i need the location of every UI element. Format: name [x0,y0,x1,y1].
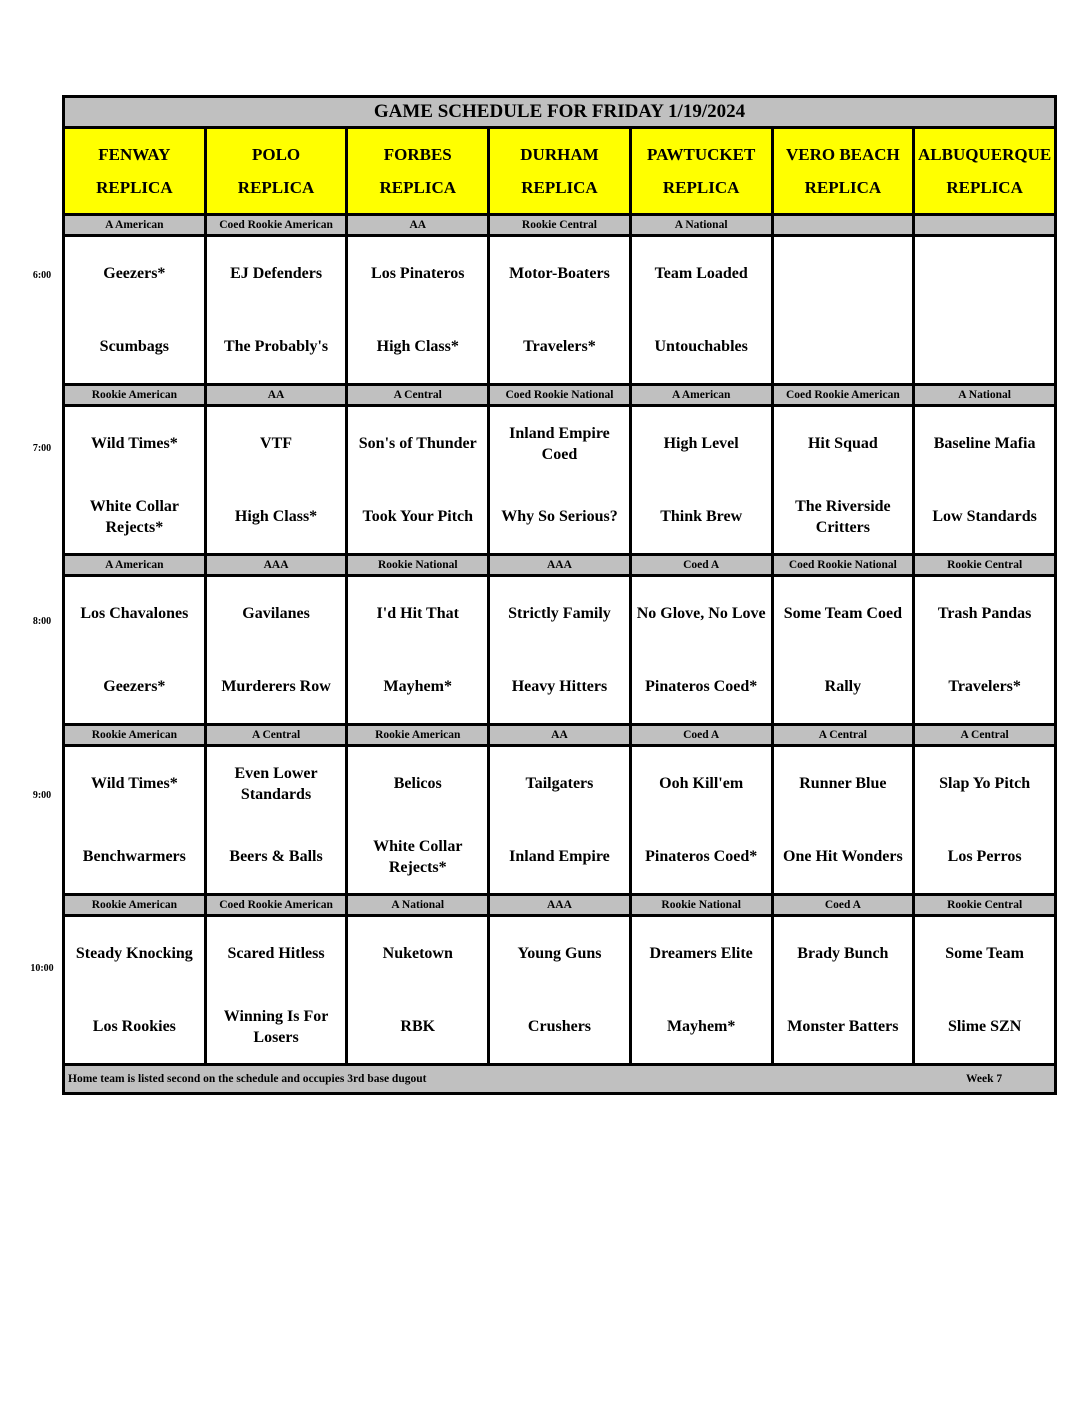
home-team: White Collar Rejects* [373,837,463,876]
division-label: A National [914,385,1056,406]
game-cell [489,916,631,1065]
game-cell [347,236,489,385]
game-cell [630,236,772,385]
home-team: Low Standards [932,508,1037,525]
home-team: Heavy Hitters [511,678,608,695]
away-team: Young Guns [517,945,602,962]
home-team: Travelers* [948,678,1021,695]
division-label: AA [347,215,489,236]
away-team [915,237,1054,310]
field-type: REPLICA [946,178,1023,197]
game-cell [64,406,206,555]
away-team: VTF [260,435,293,452]
home-team: Mayhem* [666,1018,736,1035]
game-row [64,746,1056,895]
home-team: Pinateros Coed* [645,678,758,695]
game-cell [347,576,489,725]
away-team: Tailgaters [525,775,594,792]
division-label: A American [64,215,206,236]
game-cell [489,746,631,895]
home-team: Geezers* [103,678,166,695]
game-cell [630,746,772,895]
division-row [64,895,1056,916]
game-cell [914,576,1056,725]
division-row [64,725,1056,746]
field-header [489,128,631,215]
game-cell [914,236,1056,385]
field-name: ALBUQUERQUE [918,145,1052,164]
home-team: Monster Batters [787,1018,899,1035]
home-team: Think Brew [660,508,743,525]
away-team: Geezers* [103,265,166,282]
division-label: AA [489,725,631,746]
away-team: Baseline Mafia [933,435,1036,452]
division-label: A American [64,555,206,576]
division-label: A Central [205,725,347,746]
away-team: I'd Hit That [376,605,459,622]
division-label: Rookie American [347,725,489,746]
away-team: Team Loaded [654,265,748,282]
field-header [914,128,1056,215]
home-team: Inland Empire [509,848,610,865]
field-type: REPLICA [96,178,173,197]
away-team: EJ Defenders [230,265,323,282]
game-cell [630,916,772,1065]
game-cell [630,576,772,725]
division-label: Coed Rookie American [205,215,347,236]
away-team: Steady Knocking [75,945,193,962]
home-team: High Class* [234,508,318,525]
away-team: Even Lower Standards [234,764,318,803]
division-label: Rookie Central [914,895,1056,916]
field-name: VERO BEACH [785,145,900,164]
away-team: Some Team Coed [783,605,902,622]
game-cell [772,576,914,725]
home-team: The Probably's [223,338,329,355]
division-label: AAA [489,555,631,576]
division-label: A American [630,385,772,406]
home-team: Travelers* [523,338,596,355]
game-cell [489,236,631,385]
home-team: Benchwarmers [82,848,186,865]
division-row [64,215,1056,236]
division-label: Rookie American [64,725,206,746]
game-cell [64,236,206,385]
home-team: Winning Is For Losers [223,1007,329,1046]
home-team: Slime SZN [947,1018,1022,1035]
game-cell [489,576,631,725]
field-type: REPLICA [662,178,740,197]
field-type: REPLICA [237,178,315,197]
division-label: Rookie National [347,555,489,576]
division-label: Coed Rookie National [772,555,914,576]
game-cell [772,916,914,1065]
field-header [347,128,489,215]
home-team: Mayhem* [383,678,452,695]
week-label: Week 7 [966,1073,1003,1085]
field-header [64,128,206,215]
time-label: 6:00 [32,270,52,281]
game-cell [772,406,914,555]
home-team: Rally [824,678,862,695]
game-cell [914,406,1056,555]
division-label: A National [630,215,772,236]
away-team: Los Chavalones [80,605,189,622]
home-team: RBK [400,1018,436,1035]
division-label: Coed A [630,555,772,576]
game-cell [347,406,489,555]
home-team: Scumbags [99,338,170,355]
division-label: Coed Rookie National [489,385,631,406]
division-label: AAA [489,895,631,916]
schedule-table [62,95,1057,1095]
home-team: Los Rookies [92,1018,176,1035]
footer-row [64,1065,1056,1094]
division-label: A National [347,895,489,916]
away-team: High Level [663,435,739,452]
away-team: Gavilanes [242,605,310,622]
field-name: FENWAY [98,145,171,164]
field-name: DURHAM [520,145,599,164]
away-team: Belicos [393,775,442,792]
home-team: Los Perros [947,848,1022,865]
game-cell [489,406,631,555]
division-label: A Central [914,725,1056,746]
time-label: 7:00 [32,443,52,454]
away-team [774,237,913,310]
field-header-row [64,128,1056,215]
away-team: Inland Empire Coed [509,424,610,463]
division-label: AA [205,385,347,406]
away-team: Brady Bunch [797,945,889,962]
footer-cell [64,1065,1056,1094]
division-label [772,215,914,236]
field-header [205,128,347,215]
time-label: 10:00 [30,963,54,974]
division-label: Rookie American [64,895,206,916]
game-cell [914,746,1056,895]
home-team: Took Your Pitch [362,508,474,525]
division-label: Rookie American [64,385,206,406]
game-row [64,576,1056,725]
away-team: Son's of Thunder [358,435,477,452]
field-type: REPLICA [804,178,882,197]
game-cell [630,406,772,555]
away-team: Slap Yo Pitch [939,775,1031,792]
home-team: Crushers [527,1018,592,1035]
away-team: Scared Hitless [227,945,325,962]
game-cell [205,406,347,555]
division-label: AAA [205,555,347,576]
division-label: Coed A [772,895,914,916]
game-cell [772,236,914,385]
home-team: Why So Serious? [501,508,618,525]
game-cell [205,916,347,1065]
home-team [774,310,913,383]
division-label: A Central [772,725,914,746]
home-team: The Riverside Critters [795,497,891,536]
game-cell [205,576,347,725]
field-name: FORBES [383,145,452,164]
title-row [64,97,1056,128]
game-cell [205,746,347,895]
away-team: Runner Blue [799,775,887,792]
home-team: Pinateros Coed* [645,848,758,865]
home-team: High Class* [376,338,459,355]
field-name: POLO [251,145,301,164]
away-team: Dreamers Elite [649,945,753,962]
away-team: Wild Times* [91,775,178,792]
footer-note: Home team is listed second on the schedule and occupies 3rd base dugout [68,1073,427,1085]
field-type: REPLICA [521,178,598,197]
game-cell [64,916,206,1065]
time-label: 9:00 [32,790,52,801]
division-label: Coed A [630,725,772,746]
home-team: Beers & Balls [229,848,323,865]
home-team: One Hit Wonders [783,848,903,865]
division-row [64,385,1056,406]
away-team: Nuketown [382,945,453,962]
away-team: Los Pinateros [371,265,465,282]
schedule-title: GAME SCHEDULE FOR FRIDAY 1/19/2024 [64,97,1056,128]
game-cell [914,916,1056,1065]
game-cell [772,746,914,895]
away-team: Ooh Kill'em [659,775,744,792]
game-cell [347,746,489,895]
division-label: Rookie National [630,895,772,916]
division-label: Coed Rookie American [205,895,347,916]
game-row [64,916,1056,1065]
home-team: White Collar Rejects* [89,497,180,536]
division-label: A Central [347,385,489,406]
division-label [914,215,1056,236]
field-header [630,128,772,215]
away-team: Motor-Boaters [509,265,610,282]
field-type: REPLICA [379,178,457,197]
home-team [915,310,1054,383]
away-team: Wild Times* [91,435,178,452]
division-label: Coed Rookie American [772,385,914,406]
field-name: PAWTUCKET [647,145,756,164]
game-cell [64,576,206,725]
home-team: Untouchables [654,338,748,355]
division-label: Rookie Central [489,215,631,236]
away-team: Trash Pandas [937,605,1032,622]
away-team: Hit Squad [807,435,878,452]
away-team: Strictly Family [508,605,611,622]
game-cell [64,746,206,895]
home-team: Murderers Row [221,678,331,695]
time-label: 8:00 [32,616,52,627]
game-cell [347,916,489,1065]
game-row [64,236,1056,385]
field-header [772,128,914,215]
away-team: Some Team [945,945,1024,962]
game-row [64,406,1056,555]
division-label: Rookie Central [914,555,1056,576]
division-row [64,555,1056,576]
away-team: No Glove, No Love [636,605,766,622]
game-cell [205,236,347,385]
